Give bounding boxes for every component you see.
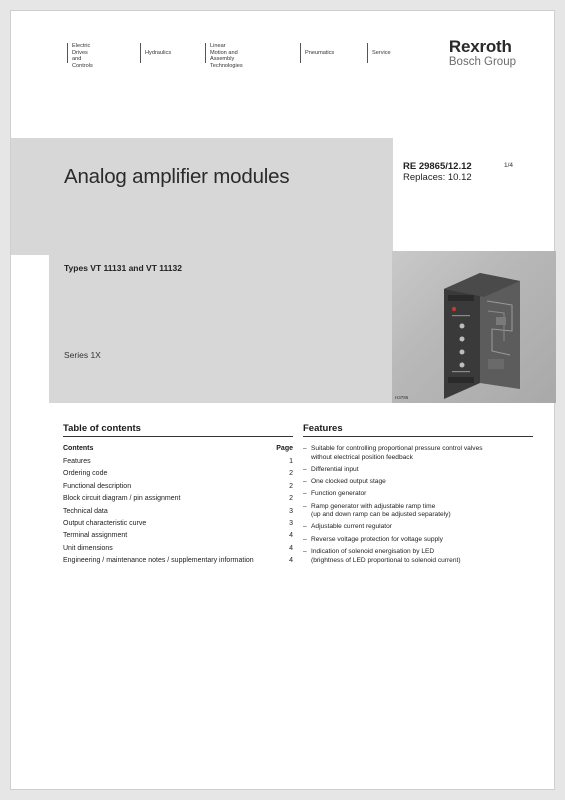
photo-id: H3786 bbox=[395, 395, 409, 400]
table-of-contents bbox=[63, 423, 293, 568]
toc-label: Engineering / maintenance notes / supplementary information bbox=[63, 557, 254, 565]
page-title: Analog amplifier modules bbox=[64, 165, 290, 188]
toc-row[interactable] bbox=[63, 493, 293, 505]
toc-row[interactable] bbox=[63, 468, 293, 480]
rexroth-logo bbox=[449, 38, 516, 68]
feature-text: Function generator bbox=[311, 490, 367, 498]
toc-row[interactable] bbox=[63, 506, 293, 518]
title-banner bbox=[11, 138, 393, 255]
toc-label: Terminal assignment bbox=[63, 532, 128, 540]
logo-subtitle: Bosch Group bbox=[448, 56, 516, 68]
document-reference bbox=[403, 162, 472, 183]
types-heading: Types VT 11131 and VT 11132 bbox=[64, 263, 182, 273]
nav-item-electric-drives: Electric Drives and Controls bbox=[67, 43, 93, 63]
features-section bbox=[303, 423, 533, 569]
feature-text: Ramp generator with adjustable ramp time (up and down ramp can be adjusted separately) bbox=[311, 502, 451, 519]
feature-text: Suitable for controlling proportional pressure control valves without electrical position feedback bbox=[311, 445, 483, 461]
nav-item-linear-motion: Linear Motion and Assembly Technologies bbox=[205, 43, 243, 63]
toc-row[interactable] bbox=[63, 518, 293, 530]
amplifier-module-image bbox=[392, 251, 556, 403]
feature-item: – Indication of solenoid energisation by LED (brightness of LED proportional to solenoid current) bbox=[303, 548, 461, 564]
toc-row[interactable] bbox=[63, 543, 293, 555]
nav-item-pneumatics: Pneumatics bbox=[300, 43, 334, 63]
toc-label: Output characteristic curve bbox=[63, 520, 147, 528]
toc-col-contents: Contents bbox=[63, 445, 94, 452]
feature-item: – Differential input bbox=[303, 465, 359, 473]
nav-item-service: Service bbox=[367, 43, 391, 63]
toc-label: Block circuit diagram / pin assignment bbox=[63, 495, 181, 503]
toc-col-page: Page bbox=[276, 445, 293, 452]
doc-number: RE 29865/12.12 bbox=[403, 161, 472, 172]
toc-page: 4 bbox=[289, 544, 293, 552]
feature-text: Indication of solenoid energisation by LED (brightness of LED proportional to solenoid current) bbox=[311, 548, 461, 564]
toc-label: Unit dimensions bbox=[63, 544, 113, 552]
toc-page: 4 bbox=[289, 557, 293, 565]
page-count: 1/4 bbox=[504, 162, 514, 169]
feature-item: – Ramp generator with adjustable ramp time (up and down ramp can be adjusted separately) bbox=[303, 502, 451, 519]
feature-text: Adjustable current regulator bbox=[311, 523, 393, 531]
series-label: Series 1X bbox=[64, 350, 101, 360]
logo-brand: Rexroth bbox=[448, 37, 512, 56]
feature-text: One clocked output stage bbox=[311, 478, 386, 486]
toc-row[interactable] bbox=[63, 530, 293, 542]
feature-item: – Suitable for controlling proportional pressure control valves without electrical position feedback bbox=[303, 445, 483, 461]
toc-page: 3 bbox=[289, 520, 293, 528]
toc-row[interactable] bbox=[63, 555, 293, 567]
feature-item: – Adjustable current regulator bbox=[303, 523, 393, 531]
feature-item: – Function generator bbox=[303, 490, 367, 498]
toc-page: 2 bbox=[289, 495, 293, 503]
document-page bbox=[10, 10, 555, 790]
feature-item: – One clocked output stage bbox=[303, 478, 386, 486]
features-title: Features bbox=[303, 423, 533, 437]
feature-text: Reverse voltage protection for voltage supply bbox=[311, 535, 443, 543]
nav-item-hydraulics: Hydraulics bbox=[140, 43, 171, 63]
feature-text: Differential input bbox=[311, 465, 359, 473]
product-photo bbox=[392, 251, 556, 403]
toc-page: 1 bbox=[289, 458, 293, 465]
toc-title: Table of contents bbox=[63, 423, 293, 437]
toc-page: 3 bbox=[289, 507, 293, 515]
toc-label: Technical data bbox=[63, 507, 108, 515]
toc-row[interactable] bbox=[63, 456, 293, 468]
feature-item: – Reverse voltage protection for voltage supply bbox=[303, 535, 443, 543]
toc-page: 4 bbox=[289, 532, 293, 540]
toc-page: 2 bbox=[289, 470, 293, 478]
doc-replaces: Replaces: 10.12 bbox=[403, 172, 472, 183]
toc-page: 2 bbox=[289, 482, 293, 490]
toc-label: Functional description bbox=[63, 482, 132, 490]
toc-row[interactable] bbox=[63, 481, 293, 493]
toc-label: Ordering code bbox=[63, 470, 108, 478]
toc-header bbox=[63, 445, 293, 452]
toc-label: Features bbox=[63, 458, 91, 465]
